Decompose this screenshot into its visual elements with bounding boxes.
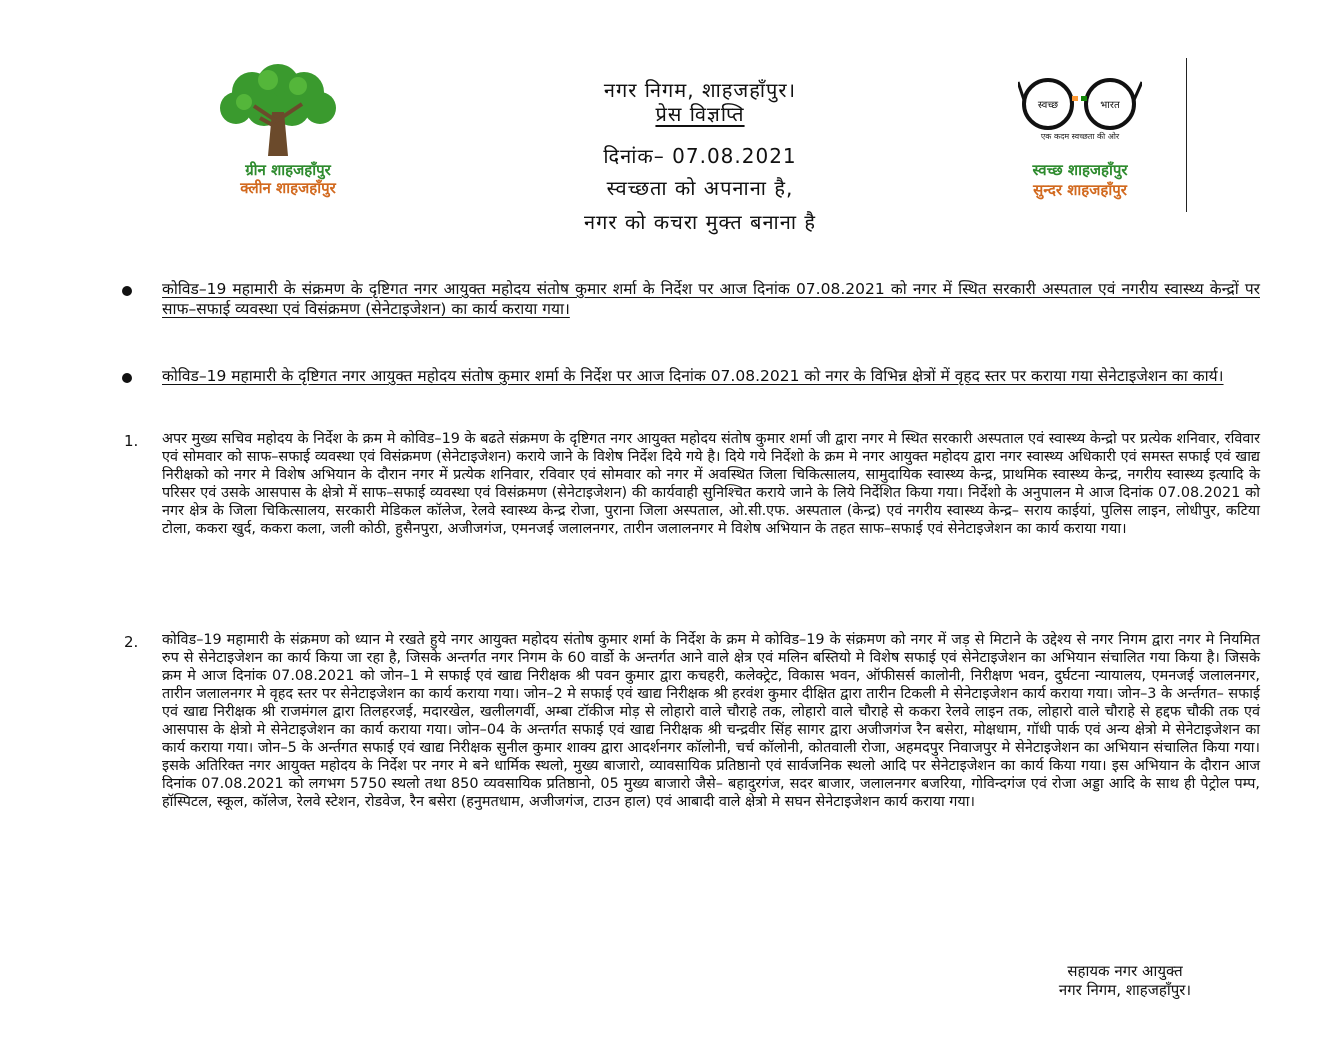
green-shahjahanpur-text: ग्रीन शाहजहाँपुर <box>245 161 331 179</box>
headline-bullet-2: कोविड–19 महामारी के दृष्टिगत नगर आयुक्त महोदय संतोष कुमार शर्मा के निर्देश पर आज दिनांक 07.08.2021 को नगर के विभिन्न क्षेत्रों में वृहद स्तर पर कराया गया सेनेटाइजेशन का कार्य। <box>162 367 1224 385</box>
paragraph-number: 2. <box>124 633 139 651</box>
tree-icon <box>208 62 348 158</box>
bharat-word: भारत <box>1100 100 1120 111</box>
header-divider <box>1186 58 1187 212</box>
sundar-shahjahanpur-text: सुन्दर शाहजहाँपुर <box>1033 181 1127 199</box>
slogan-line-1: स्वच्छता को अपनाना है, <box>606 176 794 200</box>
org-title: नगर निगम, शाहजहाँपुर। <box>603 78 797 102</box>
swachh-tagline: एक कदम स्वच्छता की ओर <box>1040 132 1120 141</box>
bullet-icon <box>122 373 132 383</box>
swachh-shahjahanpur-text: स्वच्छ शाहजहाँपुर <box>1032 161 1128 179</box>
date-line: दिनांक– 07.08.2021 <box>603 144 797 168</box>
signatory-office: नगर निगम, शाहजहाँपुर। <box>1058 981 1192 999</box>
paragraph-2: कोविड–19 महामारी के संक्रमण को ध्यान मे रखते हुये नगर आयुक्त महोदय संतोष कुमार शर्मा के निर्देश के क्रम मे कोविड–19 के संक्रमण को नगर में जड़ से मिटाने के उद्देश्य से नगर निगम द्वारा नगर मे नियमित रुप से सेनेटाइजेशन का कार्य किया जा रहा है, जिसके अन्तर्गत नगर निगम के 60 वार्डो के अन्तर्गत आने वाले क्षेत्र एवं मलिन बस्तियो मे विशेष सफाई एवं सेनेटाइजेशन का अभियान संचालित गया किया है। जिसके क्रम मे आज दिनांक 07.08.2021 को जोन–1 मे सफाई एवं खाद्य निरीक्षक श्री पवन कुमार द्वारा कचहरी, कलेक्ट्रेट, विकास भवन, ऑफीसर्स कालोनी, निरीक्षण भवन, दुर्घटना न्यायालय, एमनजई जलालनगर, तारीन जलालनगर मे वृहद स्तर पर सेनेटाइजेशन का कार्य कराया गया। जोन–2 मे सफाई एवं खाद्य निरीक्षक श्री हरवंश कुमार दीक्षित द्वारा तारीन टिकली मे सेनेटाइजेशन कार्य कराया गया। जोन–3 के अर्न्तगत– सफाई एवं खाद्य निरीक्षक श्री राजमंगल द्वारा तिलहरजई, मदारखेल, खलीलगर्वी, अम्बा टॉकीज मोड़ से लोहारो वाले चौराहे तक, लोहारो वाले चौराहे से ककरा रेलवे लाइन तक, लोहारो वाले चौराहे से हद्दफ चौकी तक एवं आसपास के क्षेत्रो मे सेनेटाइजेशन का कार्य कराया गया। जोन–04 के अन्तर्गत सफाई एवं खाद्य निरीक्षक श्री चन्द्रवीर सिंह सागर द्वारा अजीजगंज रैन बसेरा, मोक्षधाम, गॉधी पार्क एवं अन्य क्षेत्रो मे सेनेटाइजेशन का कार्य कराया गया। जोन–5 के अर्न्तगत सफाई एवं खाद्य निरीक्षक सुनील कुमार शाक्य द्वारा आदर्शनगर कॉलोनी, चर्च कॉलोनी, कोतवाली रोजा, अहमदपुर निवाजपुर मे सेनेटाइजेशन का अभियान संचालित किया गया। इसके अतिरिक्त नगर आयुक्त महोदय के निर्देश पर नगर मे बने धार्मिक स्थलो, मुख्य बाजारो, व्यावसायिक प्रतिष्ठानो एवं सार्वजनिक स्थलो आदि पर सेनेटाइजेशन का कार्य किया गया। इस अभियान के दौरान आज दिनांक 07.08.2021 को लगभग 5750 स्थलो तथा 850 व्यवसायिक प्रतिष्ठानो, 05 मुख्य बाजारो जैसे– बहादुरगंज, सदर बाजार, जलालनगर बजरिया, गोविन्दगंज एवं रोजा अड्डा आदि के साथ ही पेट्रोल पम्प, हॉस्पिटल, स्कूल, कॉलेज, रेलवे स्टेशन, रोडवेज, रैन बसेरा (हनुमतधाम, अजीजगंज, टाउन हाल) एवं आबादी वाले क्षेत्रो मे सघन सेनेटाइजेशन कार्य कराया गया। <box>162 632 1260 810</box>
bullet-icon <box>122 286 132 296</box>
paragraph-1: अपर मुख्य सचिव महोदय के निर्देश के क्रम मे कोविड–19 के बढते संक्रमण के दृष्टिगत नगर आयुक्त महोदय संतोष कुमार शर्मा जी द्वारा नगर मे स्थित सरकारी अस्पताल एवं स्वास्थ्य केन्द्रो पर प्रत्येक शनिवार, रविवार एवं सोमवार को साफ–सफाई व्यवस्था एवं विसंक्रमण (सेनेटाइजेशन) कराये जाने के विशेष निर्देश दिये गये है। दिये गये निर्देशो के क्रम मे नगर आयुक्त महोदय द्वारा नगर स्वास्थ्य अधिकारी एवं समस्त सफाई एवं खाद्य निरीक्षको को नगर मे विशेष अभियान के दौरान नगर में प्रत्येक शनिवार, रविवार एवं सोमवार को नगर में अवस्थित जिला चिकित्सालय, सामुदायिक स्वास्थ्य केन्द्र, प्राथमिक स्वास्थ्य केन्द्र, नगरीय स्वास्थ्य इत्यादि के परिसर एवं उसके आसपास के क्षेत्रो में साफ–सफाई व्यवस्था एवं विसंक्रमण (सेनेटाइजेशन) की कार्यवाही सुनिश्चित कराये जाने के लिये निर्देशित किया गया। निर्देशो के अनुपालन मे आज दिनांक 07.08.2021 को नगर क्षेत्र के जिला चिकित्सालय, सरकारी मेडिकल कॉलेज, रेलवे स्वास्थ्य केन्द्र रोजा, पुराना जिला अस्पताल, ओ.सी.एफ. अस्पताल (केन्द्र) एवं नगरीय स्वास्थ्य केन्द्र– सराय काईयां, पुलिस लाइन, लोधीपुर, कटिया टोला, ककरा खुर्द, ककरा कला, जली कोठी, हुसैनपुरा, अजीजगंज, एमनजई जलालनगर, तारीन जलालनगर मे विशेष अभियान के तहत साफ–सफाई एवं सेनेटाइजेशन का कार्य कराया गया। <box>162 431 1260 537</box>
press-release-title: प्रेस विज्ञप्ति <box>655 102 745 126</box>
clean-shahjahanpur-text: क्लीन शाहजहाँपुर <box>240 179 336 197</box>
slogan-line-2: नगर को कचरा मुक्त बनाना है <box>584 210 816 234</box>
headline-bullet-1: कोविड–19 महामारी के संक्रमण के दृष्टिगत नगर आयुक्त महोदय संतोष कुमार शर्मा के निर्देश पर आज दिनांक 07.08.2021 को नगर में स्थित सरकारी अस्पताल एवं नगरीय स्वास्थ्य केन्द्रों पर साफ–सफाई व्यवस्था एवं विसंक्रमण (सेनेटाइजेशन) का कार्य कराया गया। <box>162 280 1260 318</box>
paragraph-number: 1. <box>124 432 139 450</box>
swachh-bharat-spectacles-icon <box>1018 76 1142 130</box>
swachh-word: स्वच्छ <box>1037 100 1059 111</box>
signatory-designation: सहायक नगर आयुक्त <box>1067 962 1183 980</box>
